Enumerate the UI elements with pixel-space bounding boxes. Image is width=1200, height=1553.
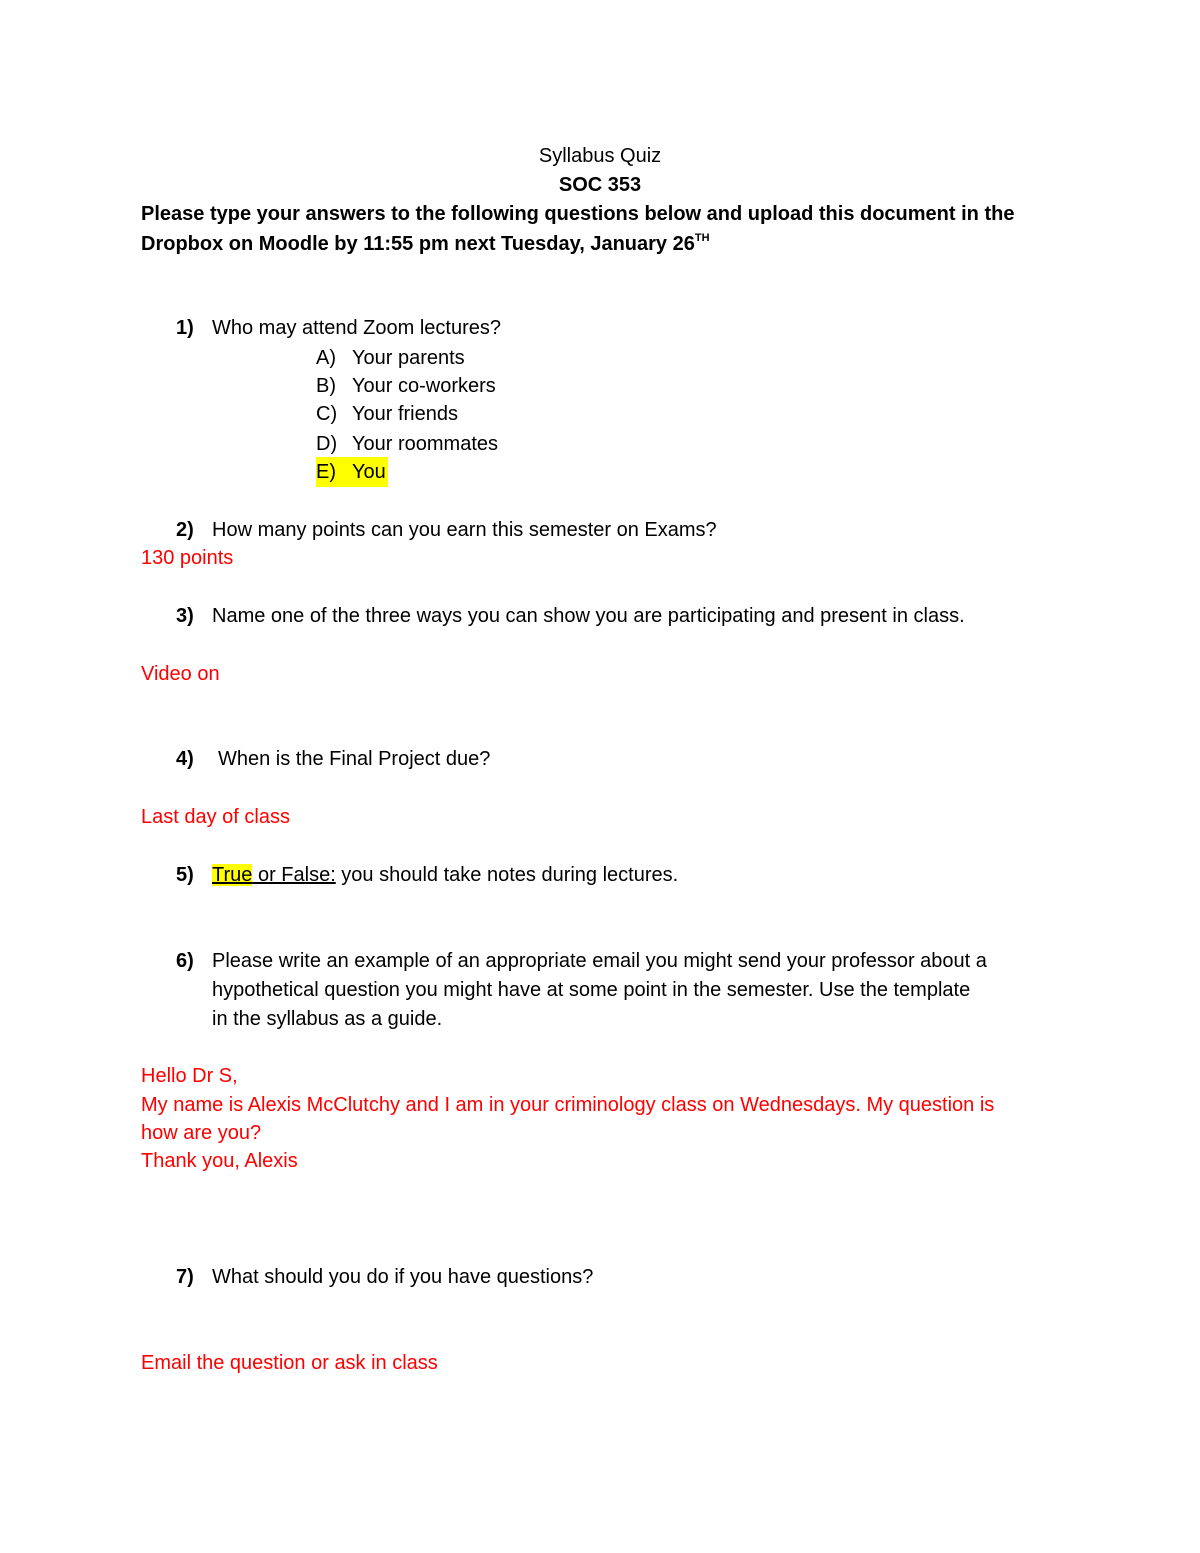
question-1-number: 1) bbox=[176, 317, 194, 339]
option-e-letter: E) bbox=[316, 461, 336, 483]
question-5-statement: you should take notes during lectures. bbox=[335, 864, 679, 886]
instructions-line-2-text: Dropbox on Moodle by 11:55 pm next Tuesday, January 26 bbox=[141, 233, 695, 255]
option-c-text: Your friends bbox=[352, 403, 458, 425]
question-2-text: How many points can you earn this semester on Exams? bbox=[212, 519, 717, 541]
option-a-text: Your parents bbox=[352, 347, 465, 369]
question-7-text: What should you do if you have questions? bbox=[212, 1266, 594, 1288]
answer-6-body-line-2: how are you? bbox=[141, 1122, 262, 1144]
option-c-letter: C) bbox=[316, 403, 338, 425]
option-b-letter: B) bbox=[316, 375, 336, 397]
instructions-line-1: Please type your answers to the following questions below and upload this document in the bbox=[141, 203, 1015, 225]
question-7-number: 7) bbox=[176, 1266, 194, 1288]
answer-2: 130 points bbox=[141, 547, 234, 569]
quiz-title: Syllabus Quiz bbox=[538, 145, 662, 167]
question-5-text bbox=[212, 860, 678, 890]
question-5-number: 5) bbox=[176, 864, 194, 886]
option-d-text: Your roommates bbox=[352, 433, 498, 455]
option-a-letter: A) bbox=[316, 347, 336, 369]
question-4-text: When is the Final Project due? bbox=[218, 748, 491, 770]
answer-4: Last day of class bbox=[141, 806, 290, 828]
instructions-line-2 bbox=[141, 229, 710, 259]
question-6-number: 6) bbox=[176, 950, 194, 972]
answer-6-greeting: Hello Dr S, bbox=[141, 1065, 238, 1087]
answer-6-signoff: Thank you, Alexis bbox=[141, 1150, 298, 1172]
question-4-number: 4) bbox=[176, 748, 194, 770]
answer-3: Video on bbox=[141, 663, 220, 685]
answer-7: Email the question or ask in class bbox=[141, 1352, 438, 1374]
question-6-line-3: in the syllabus as a guide. bbox=[212, 1008, 443, 1030]
question-3-number: 3) bbox=[176, 605, 194, 627]
question-3-text: Name one of the three ways you can show you are participating and present in class. bbox=[212, 605, 965, 627]
question-6-line-2: hypothetical question you might have at some point in the semester. Use the template bbox=[212, 979, 971, 1001]
question-6-line-1: Please write an example of an appropriate email you might send your professor about a bbox=[212, 950, 987, 972]
instructions-superscript: TH bbox=[694, 232, 710, 244]
question-2-number: 2) bbox=[176, 519, 194, 541]
option-e-text: You bbox=[352, 461, 386, 483]
answer-6-body-line-1: My name is Alexis McClutchy and I am in your criminology class on Wednesdays. My question is bbox=[141, 1094, 995, 1116]
question-1-text: Who may attend Zoom lectures? bbox=[212, 317, 502, 339]
option-d-letter: D) bbox=[316, 433, 338, 455]
or-false-label: or False: bbox=[252, 864, 336, 886]
true-answer-highlight: True bbox=[212, 864, 253, 886]
course-code: SOC 353 bbox=[558, 174, 642, 196]
option-b-text: Your co-workers bbox=[352, 375, 496, 397]
